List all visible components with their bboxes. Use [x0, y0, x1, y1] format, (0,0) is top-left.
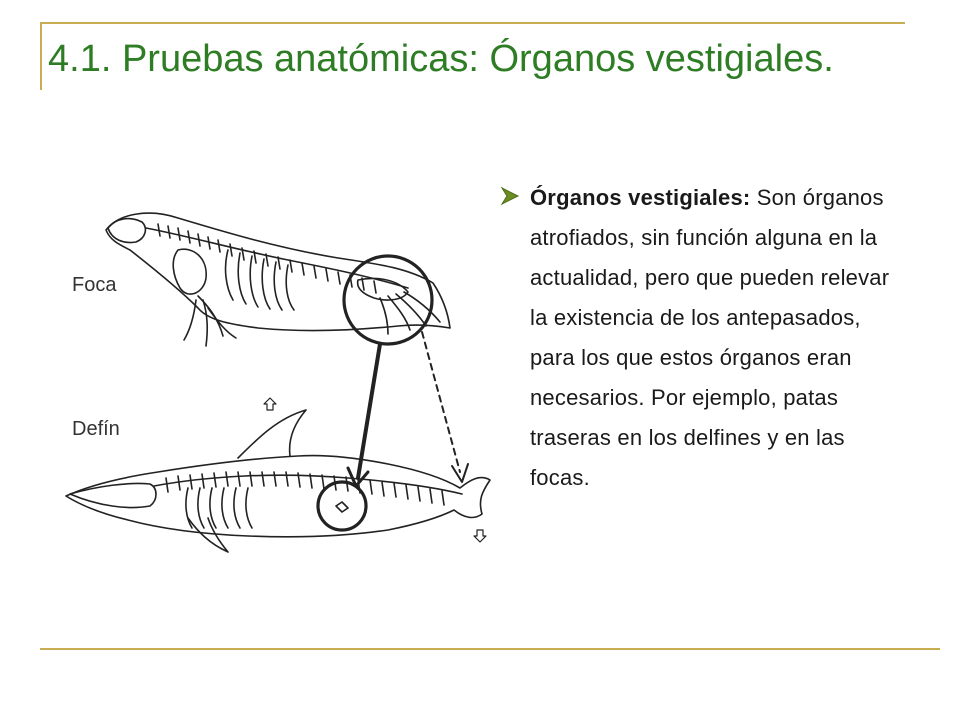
solid-arrow-shaft: [358, 344, 380, 478]
dolphin-dorsal-fin: [238, 410, 306, 458]
seal-scapula: [173, 249, 206, 294]
top-rule: [40, 22, 905, 24]
dolphin-ribs: [186, 488, 252, 528]
seal-skull: [108, 219, 145, 243]
seal-front-flipper: [184, 296, 236, 346]
dashed-arrow-shaft: [422, 332, 460, 472]
arrowhead-bullet-icon: [500, 186, 520, 211]
dolphin-skull: [70, 483, 156, 507]
skeleton-figure: [58, 188, 508, 558]
dolphin-highlight-circle: [318, 482, 366, 530]
bullet-body: Son órganos atrofiados, sin función alguna en la actualidad, pero que pueden relevar la existencia de los antepasados, para los que estos órganos eran necesarios. Por ejemplo, patas traseras en los delfines y en las focas.: [530, 185, 890, 490]
dolphin-vertebrae: [166, 472, 444, 505]
bullet-paragraph: [530, 178, 910, 498]
slide-title: 4.1. Pruebas anatómicas: Órganos vestigiales.: [48, 38, 834, 80]
small-arrow-marker-2: [474, 530, 486, 542]
dolphin-pelvic-remnant: [336, 502, 348, 512]
bottom-rule: [40, 648, 940, 650]
left-rule: [40, 22, 42, 90]
skeleton-illustration: [58, 188, 508, 558]
dolphin-outline: [66, 455, 490, 536]
small-arrow-marker-1: [264, 398, 276, 410]
seal-label: Foca: [72, 274, 117, 296]
dolphin-spine: [154, 475, 462, 494]
bullet-term: Órganos vestigiales:: [530, 185, 751, 210]
dolphin-label: Defín: [72, 418, 120, 440]
